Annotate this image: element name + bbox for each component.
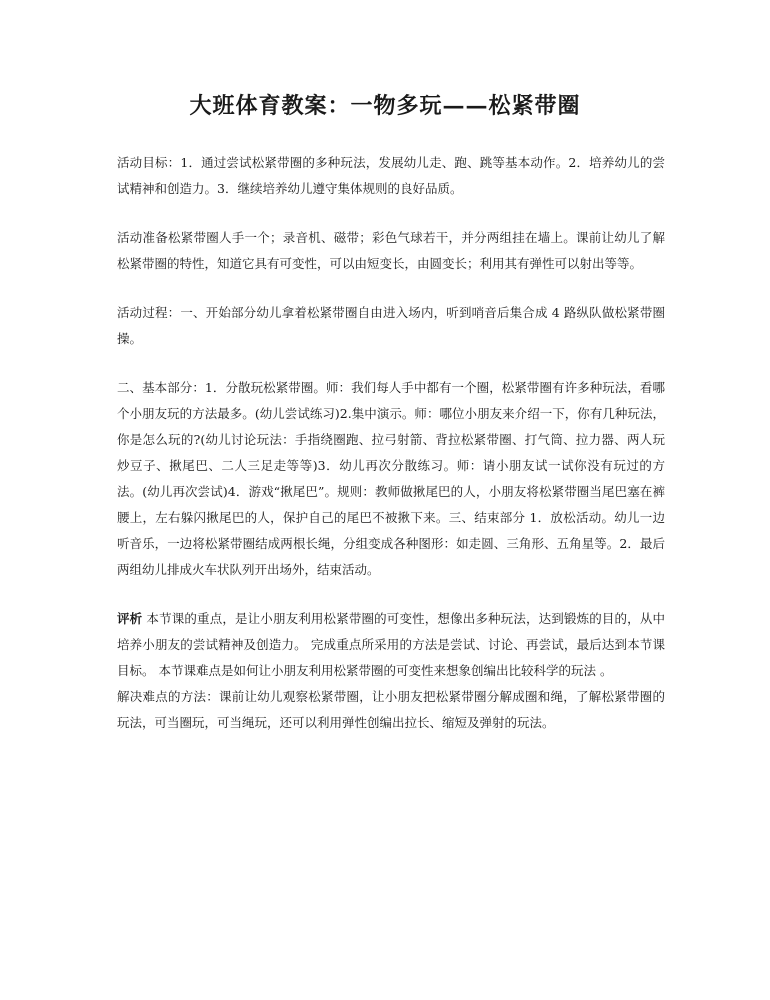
review-label: 评析 (117, 611, 143, 626)
document-body (117, 150, 665, 736)
paragraph-objectives: 活动目标：1．通过尝试松紧带圈的多种玩法，发展幼儿走、跑、跳等基本动作。2．培养幼儿的尝试精神和创造力。3．继续培养幼儿遵守集体规则的良好品质。 (117, 155, 665, 196)
document-title: 大班体育教案：一物多玩——松紧带圈 (189, 93, 581, 119)
paragraph-solution: 解决难点的方法：课前让幼儿观察松紧带圈，让小朋友把松紧带圈分解成圈和绳，了解松紧带圈的玩法，可当圈玩，可当绳玩，还可以利用弹性创编出拉长、缩短及弹射的玩法。 (117, 689, 665, 730)
paragraph-process-main: 二、基本部分：1．分散玩松紧带圈。师：我们每人手中都有一个圈，松紧带圈有许多种玩法，看哪个小朋友玩的方法最多。(幼儿尝试练习)2.集中演示。师：哪位小朋友来介绍一下，你有几种玩法，你是怎么玩的?(幼儿讨论玩法：手指绕圈跑、拉弓射箭、背拉松紧带圈、打气筒、拉力器、两人玩炒豆子、揪尾巴、二人三足走等等)3．幼儿再次分散练习。师：请小朋友试一试你没有玩过的方法。(幼儿再次尝试)4．游戏“揪尾巴”。规则：教师做揪尾巴的人，小朋友将松紧带圈当尾巴塞在裤腰上，左右躲闪揪尾巴的人，保护自己的尾巴不被揪下来。三、结束部分 1．放松活动。幼儿一边听音乐，一边将松紧带圈结成两根长绳，分组变成各种图形：如走圆、三角形、五角星等。2．最后两组幼儿排成火车状队列开出场外，结束活动。 (117, 380, 665, 577)
paragraph-process-start: 活动过程：一、开始部分幼儿拿着松紧带圈自由进入场内，听到哨音后集合成 4 路纵队做松紧带圈操。 (117, 305, 665, 346)
paragraph-review (117, 606, 665, 684)
review-text: 本节课的重点，是让小朋友利用松紧带圈的可变性，想像出多种玩法，达到锻炼的目的，从中培养小朋友的尝试精神及创造力。 完成重点所采用的方法是尝试、讨论、再尝试，最后达到本节课目标。 本节课难点是如何让小朋友利用松紧带圈的可变性来想象创编出比较科学的玩法 。 (117, 611, 665, 678)
paragraph-preparation: 活动准备松紧带圈人手一个；录音机、磁带；彩色气球若干，并分两组挂在墙上。课前让幼儿了解松紧带圈的特性，知道它具有可变性，可以由短变长，由圆变长；利用其有弹性可以射出等等。 (117, 230, 665, 271)
